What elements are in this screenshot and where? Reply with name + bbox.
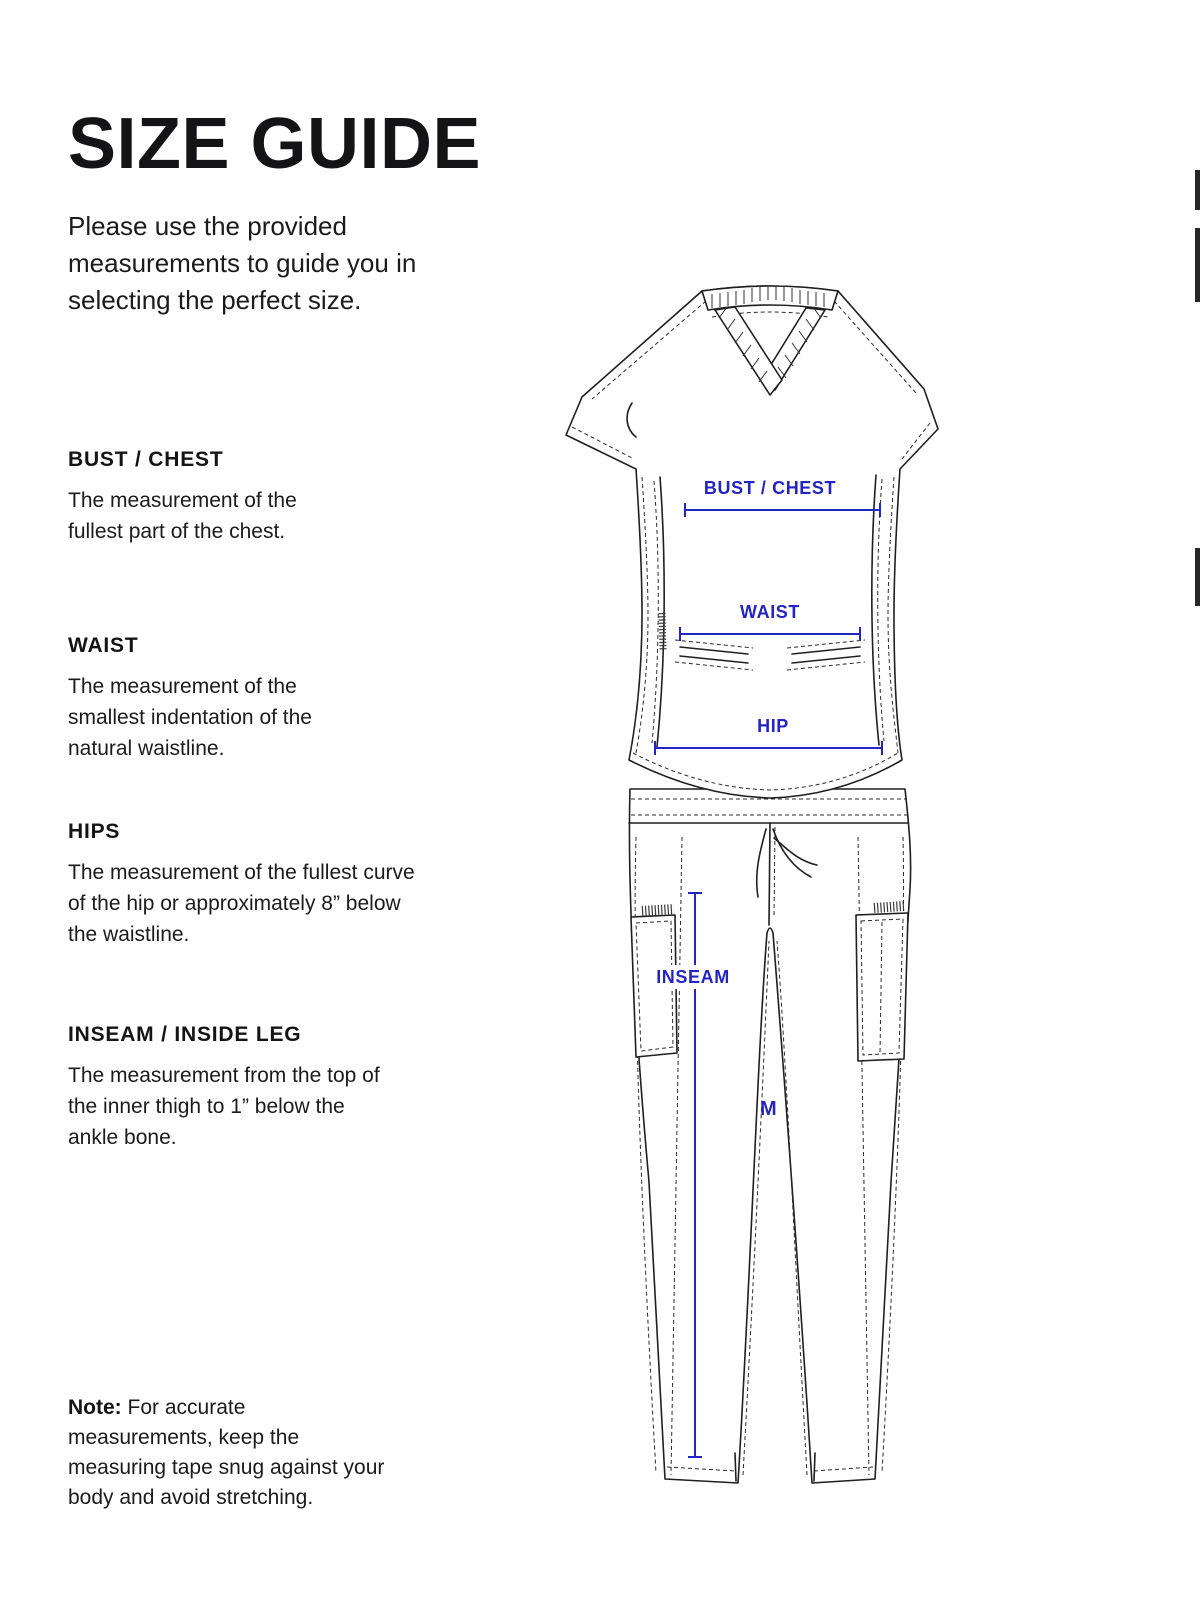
note-body: For accurate measurements, keep the measuring tape snug against your body and avoid stretching. (68, 1396, 385, 1509)
section-heading: HIPS (68, 820, 121, 843)
section-heading: WAIST (68, 634, 139, 657)
scrub-top-drawing (566, 286, 938, 798)
inseam-label: INSEAM (656, 967, 730, 987)
measurement-section-inseam (68, 1023, 380, 1153)
measurement-section-waist (68, 634, 368, 764)
measurement-section-bust (68, 448, 348, 547)
page-edge-artifact (1195, 228, 1200, 302)
section-description: The measurement from the top of the inner thigh to 1” below the ankle bone. (68, 1064, 380, 1149)
right-cargo-pocket (856, 906, 908, 1061)
section-description: The measurement of the smallest indentation of the natural waistline. (68, 675, 312, 760)
section-description: The measurement of the fullest curve of the hip or approximately 8” below the waistline. (68, 861, 415, 946)
section-heading: INSEAM / INSIDE LEG (68, 1023, 302, 1046)
section-description: The measurement of the fullest part of the chest. (68, 489, 297, 543)
size-m-label: M (760, 1098, 778, 1120)
scrub-pants-drawing (629, 789, 911, 1483)
size-guide-diagram (530, 272, 970, 1532)
note-label: Note: (68, 1396, 122, 1419)
hip-label: HIP (757, 716, 789, 736)
page-edge-artifact (1195, 170, 1200, 210)
bust-chest-label: BUST / CHEST (703, 478, 837, 498)
intro-text: Please use the provided measurements to guide you in selecting the perfect size. (68, 211, 417, 315)
section-heading: BUST / CHEST (68, 448, 224, 471)
page-title: SIZE GUIDE (68, 104, 482, 185)
page-edge-artifact (1195, 548, 1200, 606)
waist-label: WAIST (740, 602, 800, 622)
measurement-section-hips (68, 820, 428, 950)
note (68, 1393, 386, 1513)
